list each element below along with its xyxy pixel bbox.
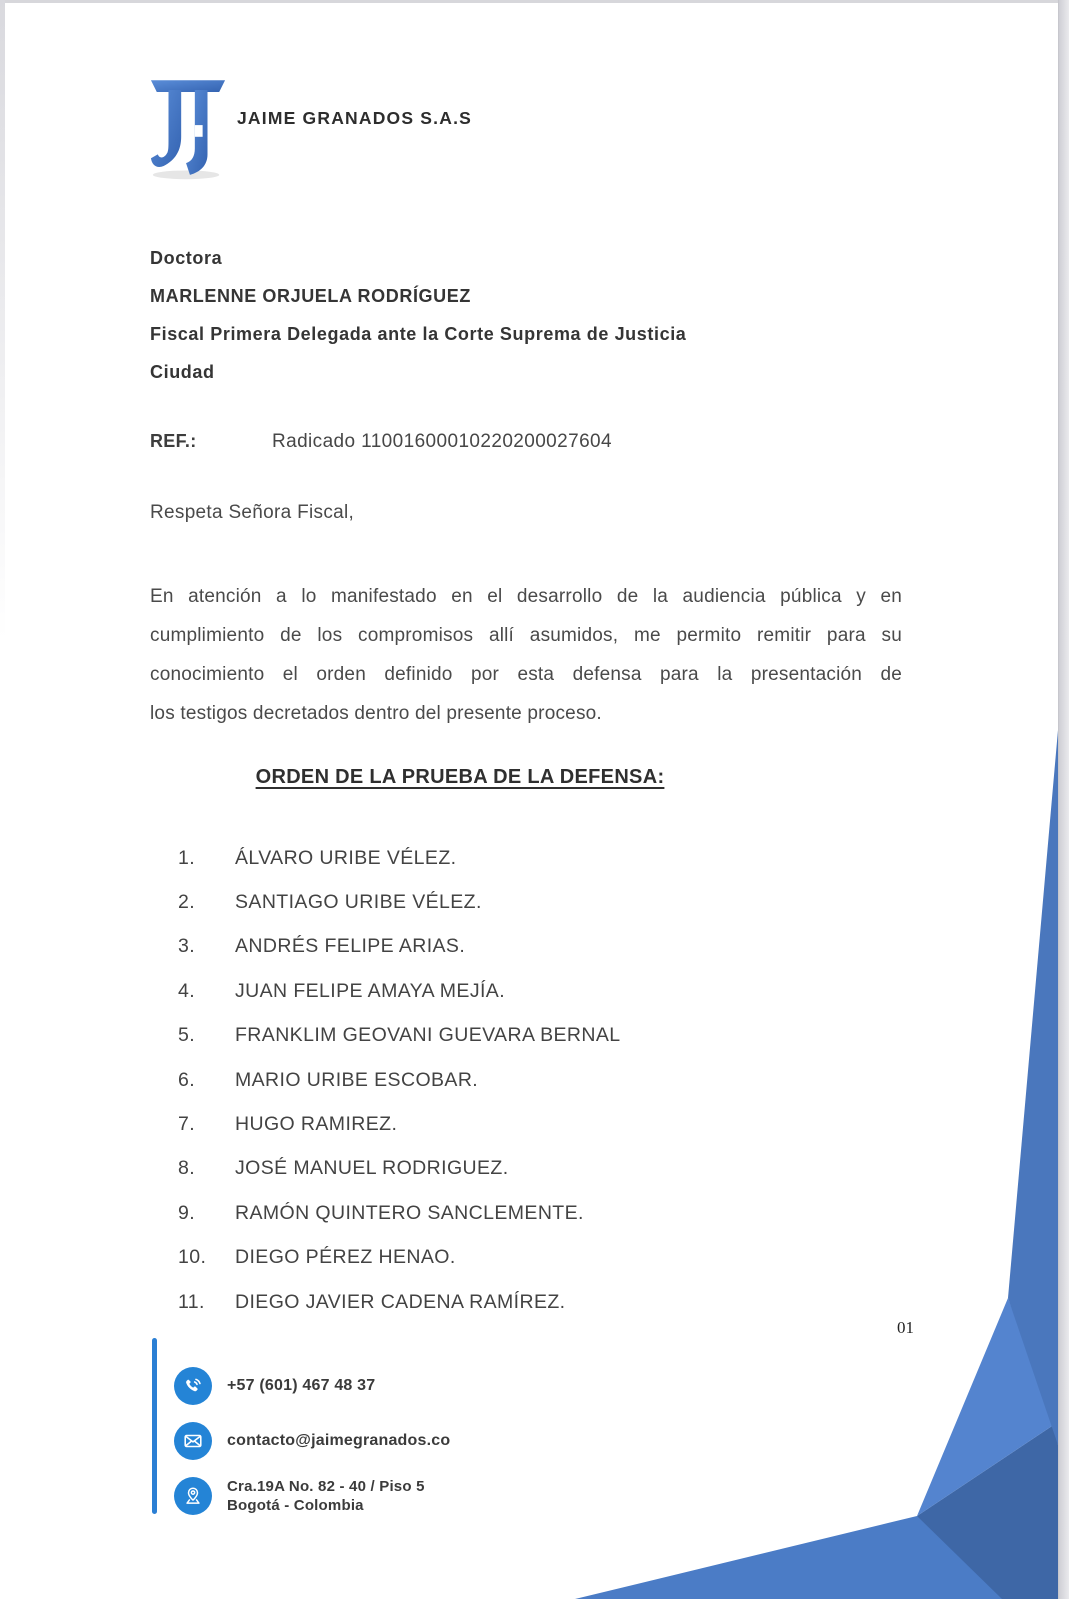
company-name: JAIME GRANADOS S.A.S bbox=[237, 108, 472, 128]
page-edge-left bbox=[0, 0, 5, 640]
list-item bbox=[178, 925, 621, 969]
list-item-number: 8. bbox=[178, 1157, 196, 1180]
greeting: Respeta Señora Fiscal, bbox=[150, 502, 355, 523]
body-paragraph bbox=[150, 577, 902, 733]
location-icon bbox=[174, 1477, 212, 1515]
body-line: cumplimiento de los compromisos allí asumidos, me permito remitir para su bbox=[150, 625, 902, 646]
corner-decoration bbox=[550, 700, 1058, 1599]
list-item-name: JOSÉ MANUEL RODRIGUEZ. bbox=[235, 1157, 509, 1180]
list-item bbox=[178, 1058, 621, 1102]
footer-accent-line bbox=[152, 1338, 157, 1514]
list-item-name: JUAN FELIPE AMAYA MEJÍA. bbox=[235, 979, 506, 1002]
page-edge-right bbox=[1058, 0, 1069, 1599]
page-number: 01 bbox=[897, 1318, 914, 1337]
recipient-salutation: Doctora bbox=[150, 248, 223, 268]
list-item bbox=[178, 1191, 621, 1235]
list-heading: ORDEN DE LA PRUEBA DE LA DEFENSA: bbox=[255, 766, 665, 788]
list-item-number: 6. bbox=[178, 1068, 196, 1091]
mail-icon bbox=[174, 1422, 212, 1460]
list-item-number: 1. bbox=[178, 846, 196, 869]
list-item bbox=[178, 969, 621, 1013]
list-item-number: 2. bbox=[178, 891, 196, 914]
list-item-number: 4. bbox=[178, 979, 196, 1002]
list-item bbox=[178, 1147, 621, 1191]
list-item-number: 11. bbox=[178, 1290, 205, 1313]
list-item-name: HUGO RAMIREZ. bbox=[235, 1113, 398, 1136]
list-item-name: ANDRÉS FELIPE ARIAS. bbox=[235, 935, 466, 958]
footer-email-row bbox=[174, 1422, 450, 1460]
recipient-city: Ciudad bbox=[150, 362, 215, 382]
list-item bbox=[178, 1014, 621, 1058]
reference-value: Radicado 11001600010220200027604 bbox=[272, 431, 612, 452]
list-item-number: 7. bbox=[178, 1113, 196, 1136]
recipient-name: MARLENNE ORJUELA RODRÍGUEZ bbox=[150, 286, 471, 306]
footer-address-line1: Cra.19A No. 82 - 40 / Piso 5 bbox=[227, 1478, 425, 1495]
list-item-name: MARIO URIBE ESCOBAR. bbox=[235, 1068, 479, 1091]
recipient-block bbox=[150, 239, 686, 391]
logo-monogram-icon bbox=[149, 78, 227, 180]
list-item bbox=[178, 836, 621, 880]
list-item-number: 5. bbox=[178, 1024, 196, 1047]
reference-label: REF.: bbox=[150, 431, 197, 451]
body-line: En atención a lo manifestado en el desarrollo de la audiencia pública y en bbox=[150, 586, 902, 607]
footer-address-row bbox=[174, 1477, 425, 1515]
list-item-number: 10. bbox=[178, 1246, 207, 1269]
page-edge-top bbox=[0, 0, 1069, 3]
phone-icon bbox=[174, 1367, 212, 1405]
list-item-number: 9. bbox=[178, 1201, 196, 1224]
list-item-name: DIEGO PÉREZ HENAO. bbox=[235, 1246, 456, 1269]
witness-list bbox=[178, 836, 621, 1324]
footer-email: contacto@jaimegranados.co bbox=[227, 1432, 451, 1449]
list-item-name: DIEGO JAVIER CADENA RAMÍREZ. bbox=[235, 1290, 566, 1313]
footer-phone: +57 (601) 467 48 37 bbox=[227, 1377, 376, 1394]
list-item bbox=[178, 1102, 621, 1146]
footer-phone-row bbox=[174, 1367, 375, 1405]
list-item-name: RAMÓN QUINTERO SANCLEMENTE. bbox=[235, 1201, 584, 1224]
list-item-name: FRANKLIM GEOVANI GUEVARA BERNAL bbox=[235, 1024, 621, 1047]
body-line: conocimiento el orden definido por esta defensa para la presentación de bbox=[150, 664, 902, 685]
body-line: los testigos decretados dentro del presente proceso. bbox=[150, 703, 602, 724]
list-item bbox=[178, 1280, 621, 1324]
list-item-name: SANTIAGO URIBE VÉLEZ. bbox=[235, 891, 482, 914]
list-item-name: ÁLVARO URIBE VÉLEZ. bbox=[235, 846, 457, 869]
recipient-title: Fiscal Primera Delegada ante la Corte Suprema de Justicia bbox=[150, 324, 687, 344]
footer-address-line2: Bogotá - Colombia bbox=[227, 1497, 364, 1514]
list-item bbox=[178, 880, 621, 924]
list-item-number: 3. bbox=[178, 935, 196, 958]
list-item bbox=[178, 1236, 621, 1280]
footer-address bbox=[227, 1477, 425, 1515]
